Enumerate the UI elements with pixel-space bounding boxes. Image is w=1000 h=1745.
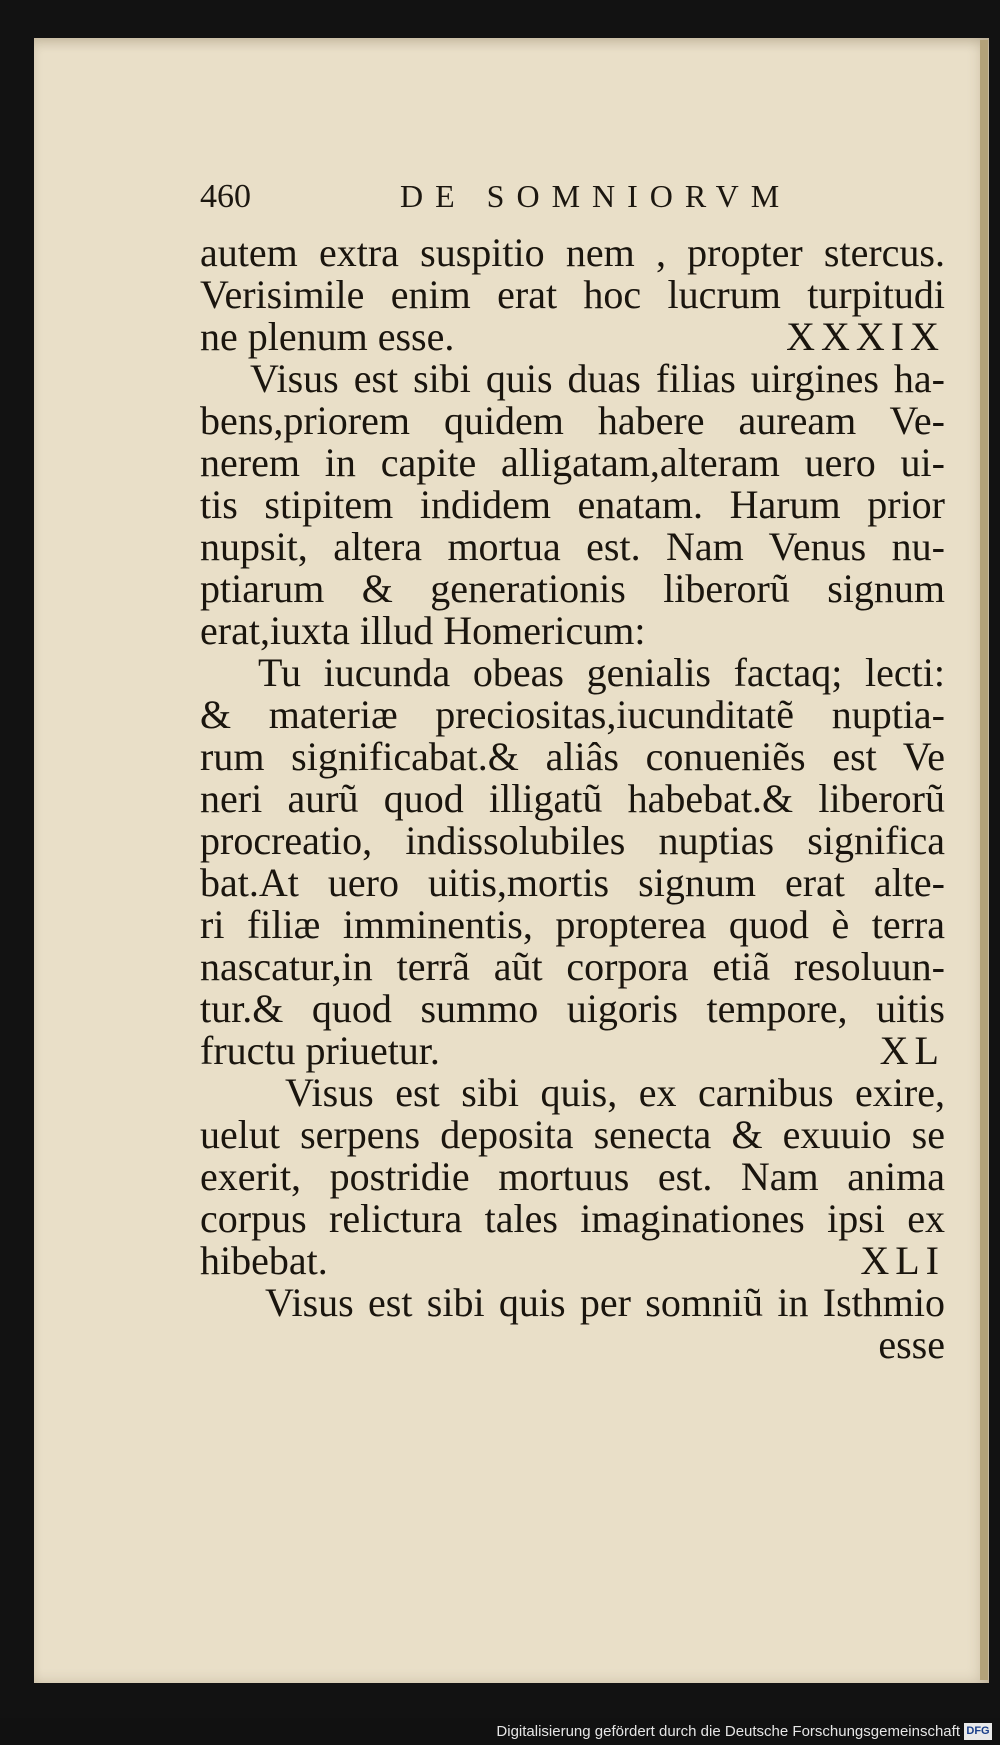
line-text: corpus relictura tales imaginationes ipsi ex [200, 1196, 945, 1241]
line-text: Visus est sibi quis, ex carnibus exire, [285, 1070, 945, 1115]
text-line [200, 398, 945, 444]
verse-line [258, 650, 945, 696]
digitization-footer [0, 1718, 1000, 1745]
section-numeral: XXXIX [786, 314, 945, 359]
line-text: Verisimile enim erat hoc lucrum turpitudi [200, 272, 945, 317]
text-line [200, 818, 945, 864]
line-text: bens,priorem quidem habere auream Ve- [200, 398, 945, 443]
line-text: hibebat. [200, 1238, 328, 1283]
line-text: tis stipitem indidem enatam. Harum prior [200, 482, 945, 527]
text-line [200, 902, 945, 948]
line-text: nascatur,in terrã aũt corpora etiã resoluun- [200, 944, 945, 989]
text-line [200, 860, 945, 906]
text-line [200, 986, 945, 1032]
dfg-logo-icon: DFG [964, 1723, 992, 1740]
line-text: nupsit, altera mortua est. Nam Venus nu- [200, 524, 945, 569]
page-edge [980, 40, 988, 1680]
section-numeral: XLI [860, 1238, 945, 1283]
text-line [200, 692, 945, 738]
text-line [200, 482, 945, 528]
line-text: procreatio, indissolubiles nuptias significa [200, 818, 945, 863]
text-line [200, 1112, 945, 1158]
text-line [200, 314, 945, 360]
text-line [200, 566, 945, 612]
line-text: Tu iucunda obeas genialis factaq; lecti: [258, 650, 945, 695]
line-text: erat,iuxta illud Homericum: [200, 608, 646, 653]
line-text: Visus est sibi quis duas filias uirgines ha- [250, 356, 945, 401]
text-line [200, 1238, 945, 1284]
text-line [285, 1070, 945, 1116]
line-text: & materiæ preciositas,iucunditatẽ nuptia- [200, 692, 945, 737]
line-text: exerit, postridie mortuus est. Nam anima [200, 1154, 945, 1199]
line-text: ptiarum & generationis liberorũ signum [200, 566, 945, 611]
text-line [200, 230, 945, 276]
text-line [200, 1154, 945, 1200]
text-line [200, 272, 945, 318]
text-line [200, 1028, 945, 1074]
line-text: autem extra suspitio nem , propter stercus. [200, 230, 945, 275]
line-text: ne plenum esse. [200, 314, 455, 359]
text-line [250, 356, 945, 402]
text-line [200, 440, 945, 486]
text-line [200, 608, 945, 654]
line-text: rum significabat.& aliâs conueniẽs est Ve [200, 734, 945, 779]
line-text: neri aurũ quod illigatũ habebat.& liberorũ [200, 776, 945, 821]
running-head-title: DE SOMNIORVM [400, 178, 792, 214]
line-text: uelut serpens deposita senecta & exuuio se [200, 1112, 945, 1157]
line-text: Visus est sibi quis per somniũ in Isthmio [265, 1280, 945, 1325]
section-numeral: XL [879, 1028, 945, 1073]
catchword [200, 1322, 945, 1368]
funding-credit: Digitalisierung gefördert durch die Deutsche Forschungsgemeinschaft [496, 1723, 960, 1740]
page-number: 460 [200, 178, 251, 215]
text-line [265, 1280, 945, 1326]
line-text: nerem in capite alligatam,alteram uero ui- [200, 440, 945, 485]
text-line [200, 734, 945, 780]
text-line [200, 1196, 945, 1242]
line-text: tur.& quod summo uigoris tempore, uitis [200, 986, 945, 1031]
text-line [200, 776, 945, 822]
catchword-text: esse [878, 1322, 945, 1367]
text-line [200, 524, 945, 570]
running-head [200, 178, 960, 228]
line-text: fructu priuetur. [200, 1028, 440, 1073]
line-text: bat.At uero uitis,mortis signum erat alte- [200, 860, 945, 905]
text-line [200, 944, 945, 990]
line-text: ri filiæ imminentis, propterea quod è terra [200, 902, 945, 947]
